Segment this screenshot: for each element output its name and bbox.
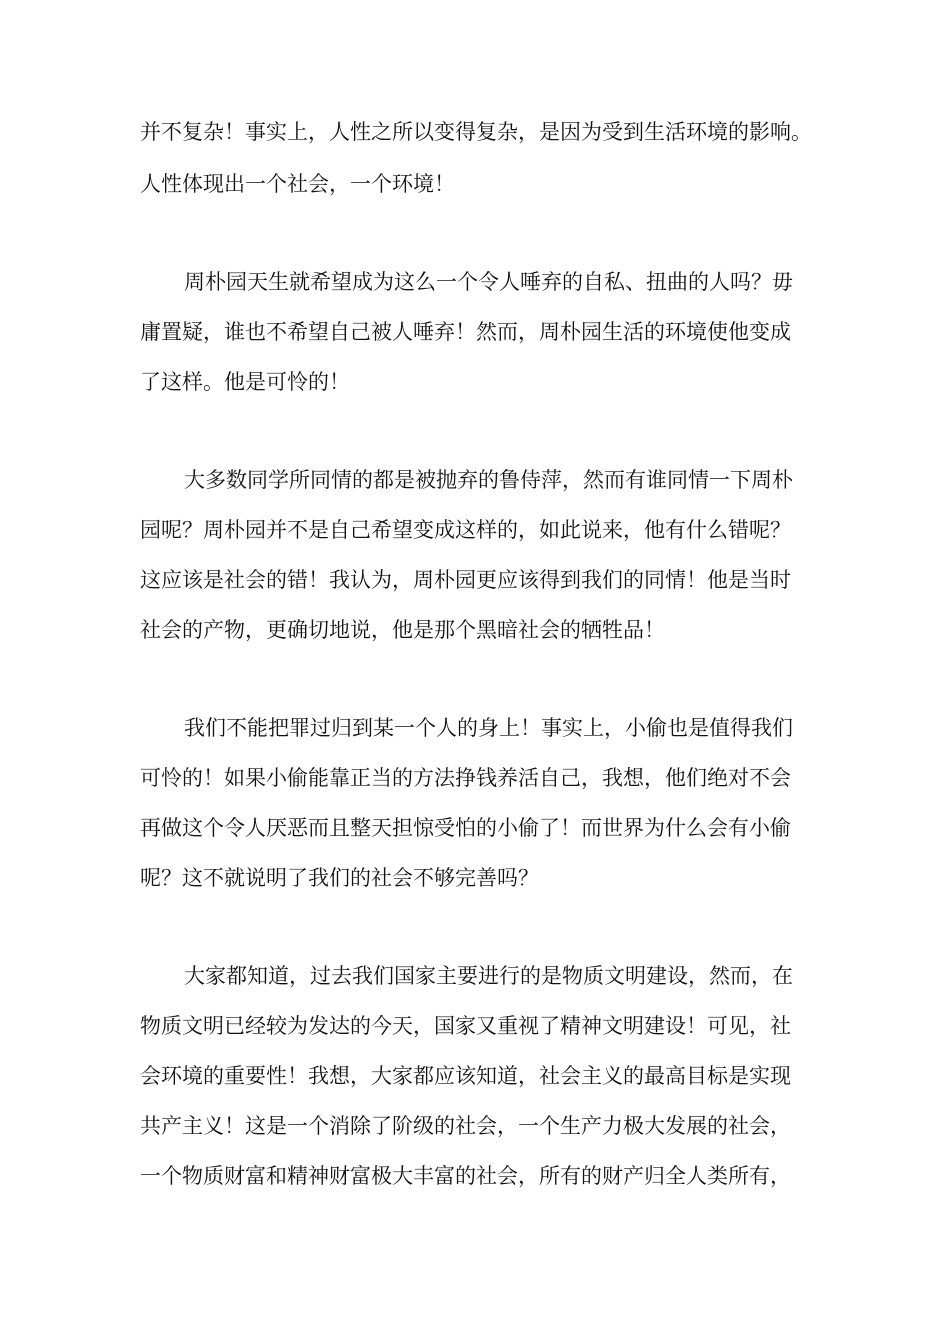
text-line: 物质文明已经较为发达的今天，国家又重视了精神文明建设！可见，社 — [140, 1014, 791, 1038]
text-line: 了这样。他是可怜的！ — [140, 370, 350, 394]
text-line: 并不复杂！事实上，人性之所以变得复杂，是因为受到生活环境的影响。 — [140, 120, 812, 144]
text-line: 庸置疑，谁也不希望自己被人唾弃！然而，周朴园生活的环境使他变成 — [140, 320, 791, 344]
text-line: 这应该是社会的错！我认为，周朴园更应该得到我们的同情！他是当时 — [140, 568, 791, 592]
text-line: 人性体现出一个社会，一个环境！ — [140, 172, 455, 196]
text-line: 一个物质财富和精神财富极大丰富的社会，所有的财产归全人类所有， — [140, 1164, 791, 1188]
text-line: 呢？这不就说明了我们的社会不够完善吗？ — [140, 866, 539, 890]
paragraph-first-line: 周朴园天生就希望成为这么一个令人唾弃的自私、扭曲的人吗？毋 — [184, 270, 793, 294]
text-line: 再做这个令人厌恶而且整天担惊受怕的小偷了！而世界为什么会有小偷 — [140, 816, 791, 840]
text-line: 园呢？周朴园并不是自己希望变成这样的，如此说来，他有什么错呢？ — [140, 518, 791, 542]
text-line: 会环境的重要性！我想，大家都应该知道，社会主义的最高目标是实现 — [140, 1064, 791, 1088]
paragraph-first-line: 大多数同学所同情的都是被抛弃的鲁侍萍，然而有谁同情一下周朴 — [184, 468, 793, 492]
text-line: 社会的产物，更确切地说，他是那个黑暗社会的牺牲品！ — [140, 618, 665, 642]
paragraph-first-line: 我们不能把罪过归到某一个人的身上！事实上，小偷也是值得我们 — [184, 716, 793, 740]
text-line: 共产主义！这是一个消除了阶级的社会，一个生产力极大发展的社会， — [140, 1114, 791, 1138]
text-line: 可怜的！如果小偷能靠正当的方法挣钱养活自己，我想，他们绝对不会 — [140, 766, 791, 790]
paragraph-first-line: 大家都知道，过去我们国家主要进行的是物质文明建设，然而，在 — [184, 964, 793, 988]
